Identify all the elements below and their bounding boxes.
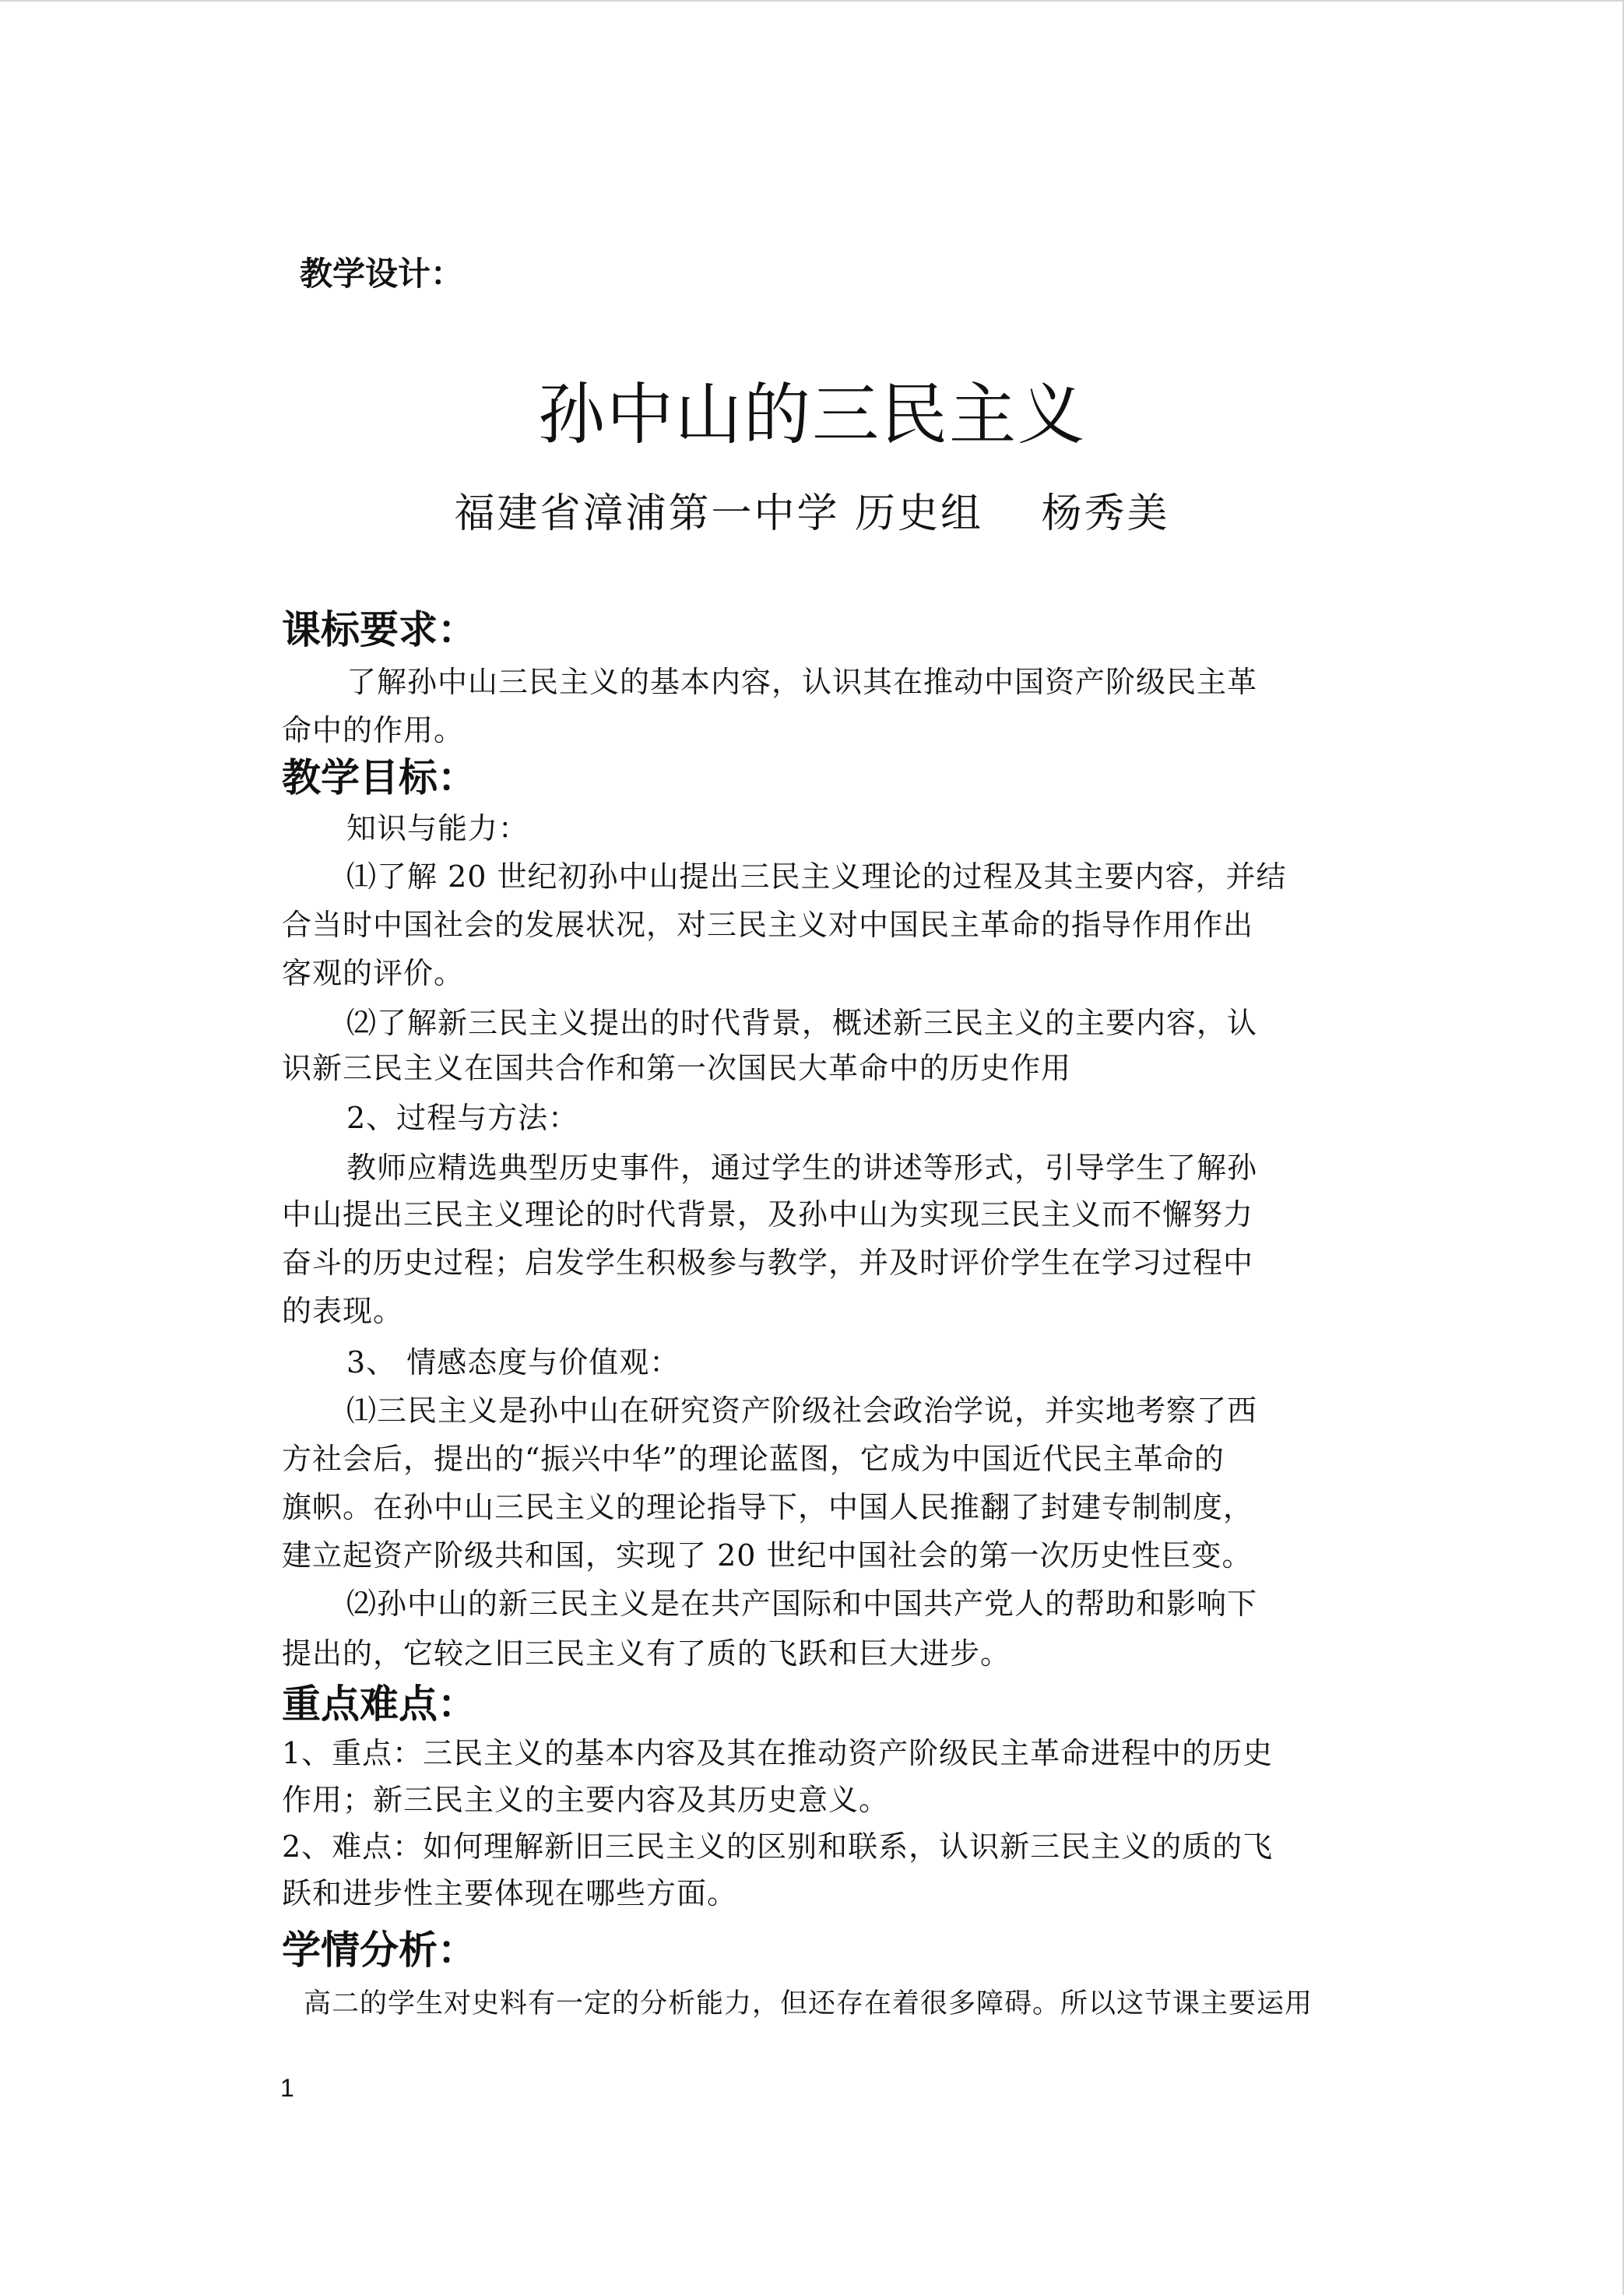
- page-top-border: [0, 0, 1624, 2]
- paragraph-line: 客观的评价。: [282, 956, 465, 990]
- paragraph-line: 建立起资产阶级共和国，实现了 20 世纪中国社会的第一次历史性巨变。: [282, 1538, 1253, 1573]
- paragraph-line: 作用；新三民主义的主要内容及其历史意义。: [282, 1783, 890, 1817]
- paragraph-line: ⑴三民主义是孙中山在研究资产阶级社会政治学说，并实地考察了西: [346, 1394, 1258, 1428]
- paragraph-line: 合当时中国社会的发展状况，对三民主义对中国民主革命的指导作用作出: [282, 908, 1254, 942]
- paragraph-line: 1、重点：三民主义的基本内容及其在推动资产阶级民主革命进程中的历史: [282, 1736, 1274, 1770]
- paragraph-line: 高二的学生对史料有一定的分析能力，但还存在着很多障碍。所以这节课主要运用: [304, 1988, 1313, 2019]
- document-label: 教学设计：: [300, 255, 464, 293]
- section-heading-curriculum: 课标要求：: [282, 607, 476, 652]
- paragraph-line: ⑴了解 20 世纪初孙中山提出三民主义理论的过程及其主要内容，并结: [346, 859, 1287, 894]
- paragraph-line: 3、 情感态度与价值观：: [346, 1345, 680, 1379]
- paragraph-line: 中山提出三民主义理论的时代背景，及孙中山为实现三民主义而不懈努力: [282, 1197, 1254, 1232]
- paragraph-line: 提出的，它较之旧三民主义有了质的飞跃和巨大进步。: [282, 1636, 1011, 1671]
- paragraph-line: ⑵孙中山的新三民主义是在共产国际和中国共产党人的帮助和影响下: [346, 1587, 1258, 1621]
- paragraph-line: 教师应精选典型历史事件，通过学生的讲述等形式，引导学生了解孙: [346, 1151, 1258, 1185]
- section-heading-analysis: 学情分析：: [282, 1928, 476, 1973]
- paragraph-line: 2、难点：如何理解新旧三民主义的区别和联系，认识新三民主义的质的飞: [282, 1829, 1274, 1864]
- paragraph-line: 了解孙中山三民主义的基本内容，认识其在推动中国资产阶级民主革: [346, 665, 1258, 699]
- document-author: 福建省漳浦第一中学 历史组 杨秀美: [454, 490, 1170, 537]
- section-heading-objectives: 教学目标：: [282, 755, 476, 800]
- paragraph-line: 2、过程与方法：: [346, 1101, 579, 1135]
- page-number: 1: [280, 2074, 294, 2102]
- section-heading-key-points: 重点难点：: [282, 1682, 476, 1727]
- paragraph-line: 知识与能力：: [346, 811, 529, 845]
- paragraph-line: 跃和进步性主要体现在哪些方面。: [282, 1876, 738, 1910]
- paragraph-line: 的表现。: [282, 1294, 404, 1328]
- paragraph-line: 识新三民主义在国共合作和第一次国民大革命中的历史作用: [282, 1051, 1072, 1085]
- paragraph-line: ⑵了解新三民主义提出的时代背景，概述新三民主义的主要内容，认: [346, 1006, 1258, 1040]
- document-title: 孙中山的三民主义: [538, 376, 1086, 454]
- paragraph-line: 奋斗的历史过程；启发学生积极参与教学，并及时评价学生在学习过程中: [282, 1246, 1254, 1280]
- paragraph-line: 命中的作用。: [282, 713, 465, 747]
- paragraph-line: 旗帜。在孙中山三民主义的理论指导下，中国人民推翻了封建专制制度，: [282, 1490, 1254, 1524]
- paragraph-line: 方社会后，提出的“振兴中华”的理论蓝图，它成为中国近代民主革命的: [282, 1442, 1225, 1476]
